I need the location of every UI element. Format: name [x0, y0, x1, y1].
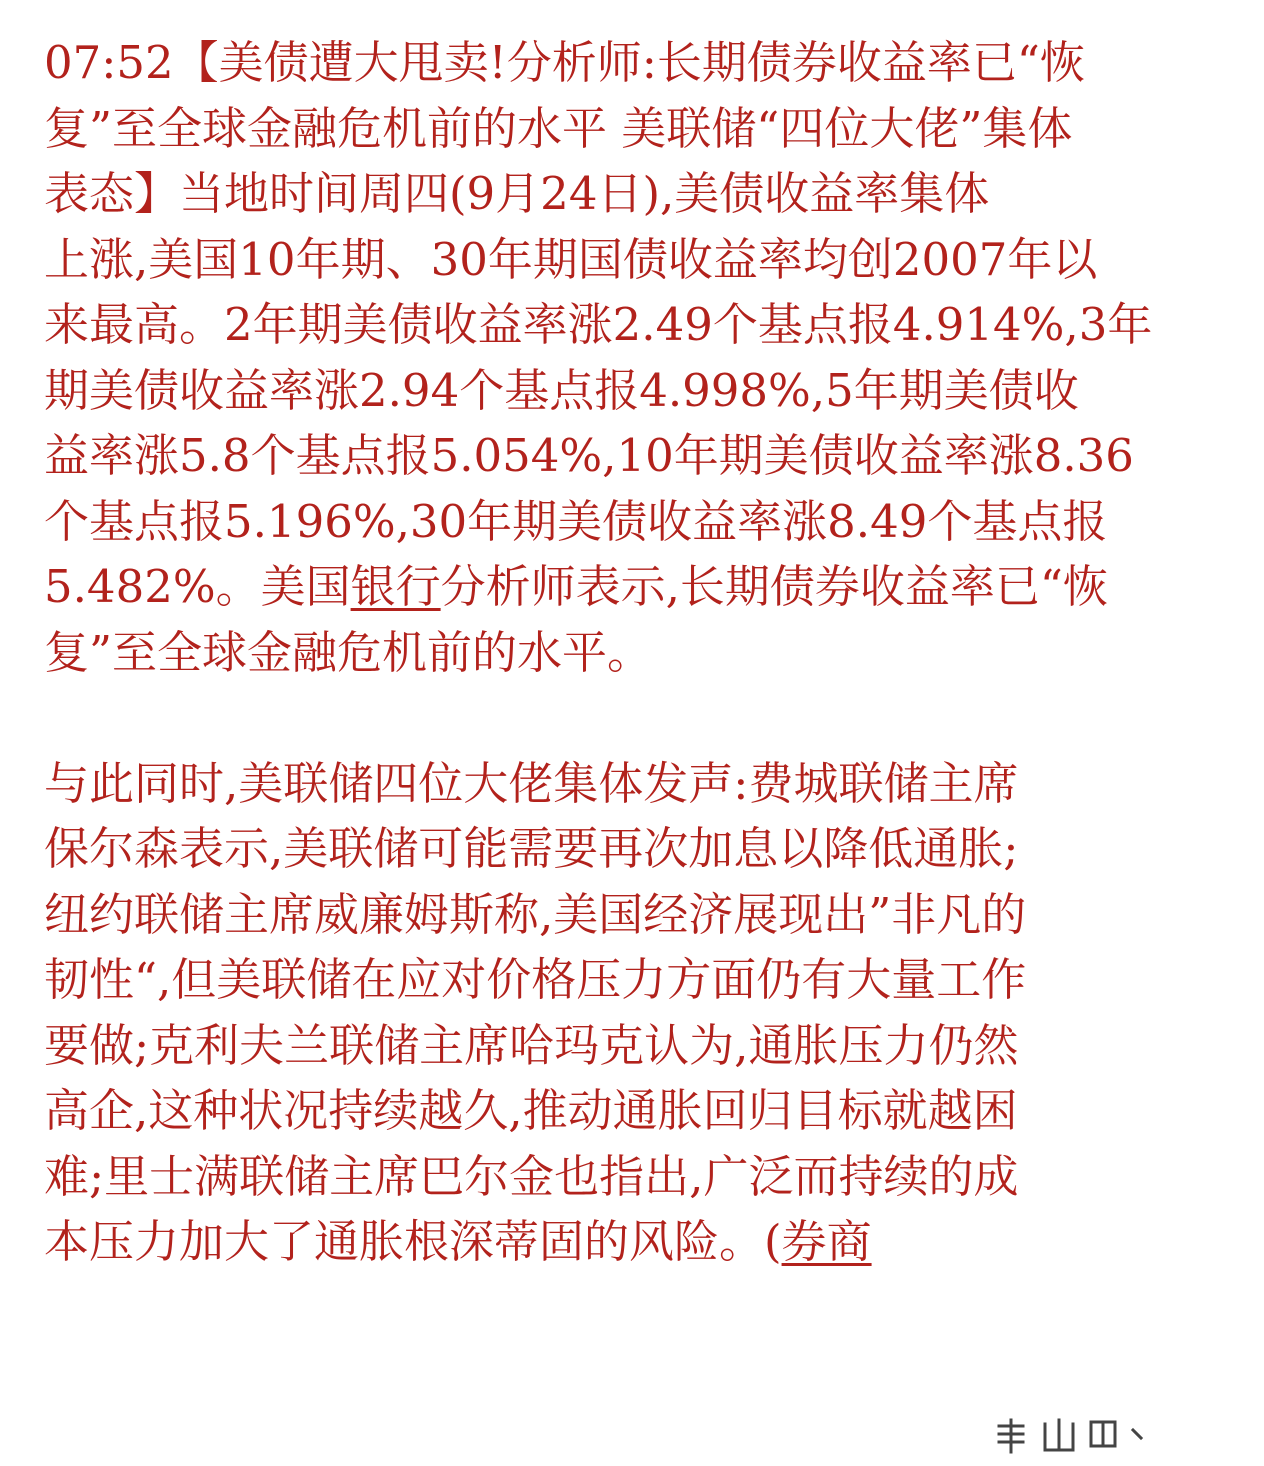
watermark-logo	[995, 1412, 1145, 1458]
text-line: 高企,这种状况持续越久,推动通胀回归目标就越困	[44, 1084, 1018, 1137]
text-line: 要做;克利夫兰联储主席哈玛克认为,通胀压力仍然	[44, 1018, 1019, 1072]
paragraph-gap	[44, 685, 1224, 751]
text-line: 保尔森表示,美联储可能需要再次加息以降低通胀;	[44, 822, 1019, 875]
text-line: 难;里士满联储主席巴尔金也指出,广泛而持续的成	[44, 1149, 1019, 1203]
text-line: 表态】当地时间周四(9月24日),美债收益率集体	[44, 167, 990, 220]
text-segment: 5.482%。美国	[44, 560, 351, 613]
text-line: 益率涨5.8个基点报5.054%,10年期美债收益率涨8.36	[44, 429, 1134, 482]
stock-link-bank[interactable]: 银行	[350, 560, 441, 613]
text-line: 复”至全球金融危机前的水平。	[44, 625, 653, 679]
text-line	[44, 1209, 1224, 1275]
text-line: 期美债收益率涨2.94个基点报4.998%,5年期美债收	[44, 363, 1079, 417]
stock-link-broker[interactable]: 券商	[781, 1215, 872, 1268]
text-line: 纽约联储主席威廉姆斯称,美国经济展现出”非凡的	[44, 887, 1027, 941]
text-line	[44, 554, 1224, 620]
text-line: 来最高。2年期美债收益率涨2.49个基点报4.914%,3年	[44, 298, 1153, 351]
article-body	[44, 30, 1224, 1275]
text-line: 个基点报5.196%,30年期美债收益率涨8.49个基点报	[44, 494, 1108, 548]
text-segment: 本压力加大了通胀根深蒂固的风险。(	[44, 1215, 782, 1268]
text-line: 韧性“,但美联储在应对价格压力方面仍有大量工作	[44, 953, 1027, 1006]
text-segment: 分析师表示,长期债券收益率已“恢	[440, 560, 1108, 613]
text-line: 上涨,美国10年期、30年期国债收益率均创2007年以	[44, 232, 1098, 286]
text-line: 07:52【美债遭大甩卖!分析师:长期债券收益率已“恢	[44, 36, 1085, 89]
text-line: 与此同时,美联储四位大佬集体发声:费城联储主席	[44, 756, 1019, 810]
text-line: 复”至全球金融危机前的水平 美联储“四位大佬”集体	[44, 101, 1073, 155]
